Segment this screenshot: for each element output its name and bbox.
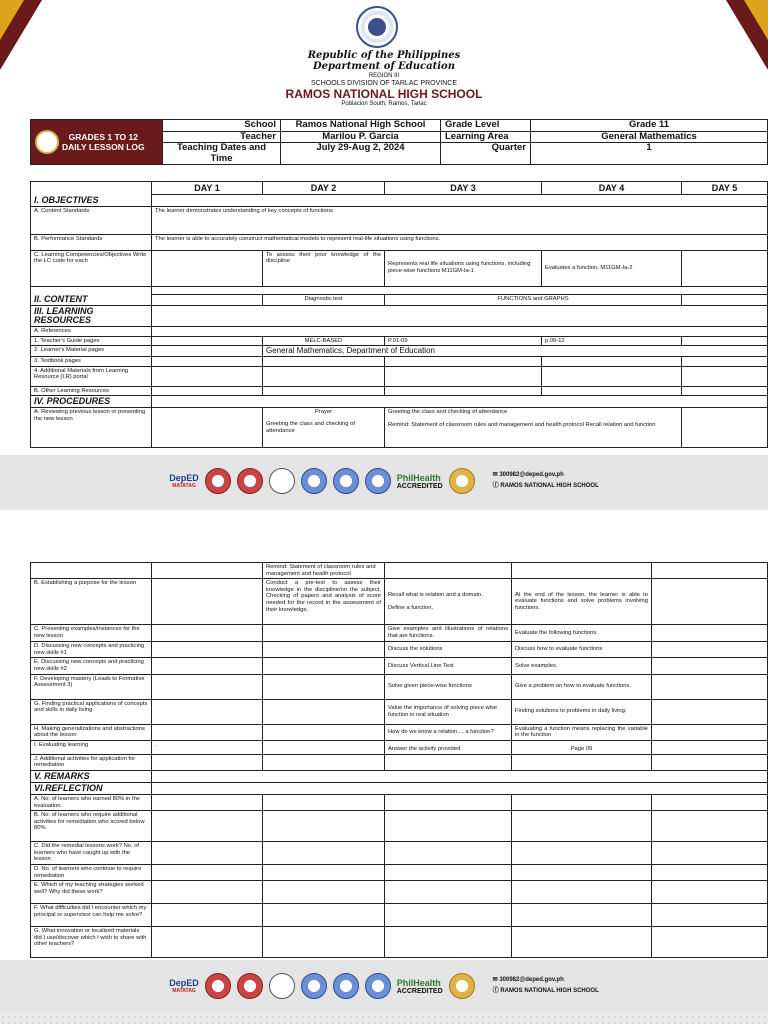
comp-day2: To assess their prior knowledge of the discipline xyxy=(263,250,385,286)
division-seal-icon xyxy=(269,468,295,494)
rc-5 xyxy=(652,842,768,865)
re-3 xyxy=(385,881,512,904)
rf-1 xyxy=(152,904,263,927)
or-day1 xyxy=(152,386,263,396)
tg-day1 xyxy=(152,336,263,346)
tb-day1 xyxy=(152,357,263,367)
presenting-label: C. Presenting examples/instances for the new lesson xyxy=(31,625,152,642)
practical-day4: Finding solutions to problems in daily living. xyxy=(512,699,652,724)
rev-day2-prayer: Prayer xyxy=(314,409,333,416)
quarter-label: Quarter xyxy=(441,143,531,165)
footer-deped-text: DepED xyxy=(169,472,199,483)
gen-day3: How do we know a relation.... a function? xyxy=(385,724,512,740)
email-icon: ✉ xyxy=(492,977,498,983)
d2-day5 xyxy=(652,658,768,674)
rg-2 xyxy=(263,927,385,958)
reflection-blank xyxy=(152,782,768,794)
footer-deped-logo xyxy=(169,474,199,489)
cont-day2: Remind: Statement of classroom rules and management and health protocol xyxy=(263,563,385,579)
tg-day5 xyxy=(682,336,768,346)
d2-day1 xyxy=(152,658,263,674)
footer-matatag-text: MATATAG xyxy=(172,482,196,489)
teacher-value: Marilou P. Garcia xyxy=(281,131,441,143)
purpose-day3 xyxy=(385,579,512,625)
footer-email[interactable]: 300982@deped.gov.ph xyxy=(499,472,564,478)
day-header-5: DAY 5 xyxy=(682,182,768,195)
day-header-4: DAY 4 xyxy=(542,182,682,195)
rb-5 xyxy=(652,811,768,842)
philhealth-accredited xyxy=(397,473,443,490)
rc-1 xyxy=(152,842,263,865)
accredited-text-2: ACCREDITED xyxy=(396,987,443,995)
division-line: SCHOOLS DIVISION OF TARLAC PROVINCE xyxy=(311,80,457,87)
d2-day2 xyxy=(263,658,385,674)
lesson-log-table xyxy=(30,181,768,448)
footer-contact xyxy=(493,470,599,492)
discussing2-day3: Discuss Vertical Line Test xyxy=(385,658,512,674)
refl-b-label: B. No. of learners who require additional activities for remediation who scored below 80% xyxy=(31,811,152,842)
badge-line-2: DAILY LESSON LOG xyxy=(62,142,145,152)
rev-day34-remind: Remind: Statement of classroom rules and management and health protocol Recall relation and function xyxy=(388,421,656,428)
cont-label xyxy=(31,563,152,579)
am-day4 xyxy=(542,366,682,386)
alt-seal-icon xyxy=(333,468,359,494)
learners-material-label: 2. Learner's Material pages xyxy=(31,346,152,357)
e-day5 xyxy=(652,740,768,754)
rg-3 xyxy=(385,927,512,958)
lm-day1 xyxy=(152,346,263,357)
corner-accent-right xyxy=(744,0,768,40)
aa-day3 xyxy=(385,754,512,770)
page-2 xyxy=(0,510,768,960)
region-line: REGION III xyxy=(368,73,400,79)
footer2-matatag-text: MATATAG xyxy=(172,987,196,994)
bagong-pilipinas-icon xyxy=(205,973,231,999)
refl-f-label: F. What difficulties did I encounter which my principal or supervisor can help me solve? xyxy=(31,904,152,927)
g-day1 xyxy=(152,724,263,740)
pres-day2 xyxy=(263,625,385,642)
objectives-blank xyxy=(152,195,768,207)
footer2-deped-logo xyxy=(169,979,199,994)
tg-day3: P.01-09 xyxy=(385,336,542,346)
purpose-day3-define: Define a function. xyxy=(388,604,434,611)
mastery-day4: Give a problem on how to evaluate functions. xyxy=(512,674,652,699)
am-day1 xyxy=(152,366,263,386)
footer2-deped-text: DepED xyxy=(169,977,199,988)
rc-3 xyxy=(385,842,512,865)
competencies-label: C. Learning Competencies/Objectives Write the LC code for each xyxy=(31,250,152,286)
footer2-email[interactable]: 300982@deped.gov.ph xyxy=(499,977,564,983)
content-day5 xyxy=(682,294,768,306)
references-label: A. References xyxy=(31,327,152,337)
am-day3 xyxy=(385,366,542,386)
p-day5 xyxy=(652,699,768,724)
teacher-label: Teacher xyxy=(163,131,281,143)
rd-4 xyxy=(512,864,652,880)
additional-materials-label: 4. Additional Materials from Learning Resource (LR) portal xyxy=(31,366,152,386)
resources-blank xyxy=(152,306,768,327)
additional-activities-label: J. Additional activities for application for remediation xyxy=(31,754,152,770)
cont-day3 xyxy=(385,563,512,579)
division-seal-icon xyxy=(269,973,295,999)
rg-4 xyxy=(512,927,652,958)
purpose-day4: At the end of the lesson, the learner is able to evaluate functions and solve problems involving functions. xyxy=(512,579,652,625)
cont-day1 xyxy=(152,563,263,579)
re-2 xyxy=(263,881,385,904)
teachers-guide-label: 1. Teacher's Guide pages xyxy=(31,336,152,346)
rev-day2-greeting: Greeting the class and checking of attendance xyxy=(266,420,355,434)
rb-4 xyxy=(512,811,652,842)
comp-day5 xyxy=(682,250,768,286)
objectives-heading: I. OBJECTIVES xyxy=(31,195,152,207)
rev-day2 xyxy=(263,408,385,448)
ra-1 xyxy=(152,794,263,810)
purpose-day5 xyxy=(652,579,768,625)
mastery-label: F. Developing mastery (Leads to Formative Assessment 3) xyxy=(31,674,152,699)
d1-day1 xyxy=(152,642,263,658)
performance-standards-text: The learner is able to accurately construct mathematical models to represent real-life situations using functions. xyxy=(152,234,768,250)
ra-2 xyxy=(263,794,385,810)
comp-day3: Represents real life situations using functions, including piece-wise functions M11GM-Ia-1 xyxy=(385,250,542,286)
p-day1 xyxy=(152,699,263,724)
day-header-2: DAY 2 xyxy=(263,182,385,195)
deped-logo-icon xyxy=(35,130,59,154)
pres-day5 xyxy=(652,625,768,642)
remarks-blank xyxy=(152,770,768,782)
content-day2: Diagnostic test xyxy=(263,294,385,306)
procedures-blank xyxy=(152,396,768,408)
rc-4 xyxy=(512,842,652,865)
tb-day3 xyxy=(385,357,542,367)
aa-day1 xyxy=(152,754,263,770)
am-day5 xyxy=(682,366,768,386)
school-value: Ramos National High School xyxy=(281,120,441,132)
refl-d-label: D. No. of learners who continue to require remediation xyxy=(31,864,152,880)
footer2-facebook[interactable]: RAMOS NATIONAL HIGH SCHOOL xyxy=(500,988,599,994)
procedures-heading: IV. PROCEDURES xyxy=(31,396,152,408)
e-day2 xyxy=(263,740,385,754)
dates-label: Teaching Dates and Time xyxy=(163,143,281,165)
rd-2 xyxy=(263,864,385,880)
tg-day4: p.09-12 xyxy=(542,336,682,346)
presenting-day4: Evaluate the following functions. xyxy=(512,625,652,642)
rb-2 xyxy=(263,811,385,842)
quarter-value: 1 xyxy=(531,143,768,165)
d1-day5 xyxy=(652,642,768,658)
learning-resources-heading: III. LEARNING RESOURCES xyxy=(31,306,152,327)
rc-2 xyxy=(263,842,385,865)
facebook-icon: ⓕ xyxy=(492,483,499,489)
rg-5 xyxy=(652,927,768,958)
m-day1 xyxy=(152,674,263,699)
purpose-day2: Conduct a pre-test to assess their knowledge in the discipline/on the subject. Checking of papers and analysis of score needed for the record in the assessment of their knowledge. xyxy=(263,579,385,625)
alt-seal-icon xyxy=(333,973,359,999)
area-label: Learning Area xyxy=(441,131,531,143)
rev-day34-greeting: Greeting the class and checking of attendance xyxy=(388,409,508,416)
rev-day1 xyxy=(152,408,263,448)
reviewing-label: A. Reviewing previous lesson or presenting the new lesson xyxy=(31,408,152,448)
school-seal-icon xyxy=(301,468,327,494)
deped-seal-icon xyxy=(356,6,398,48)
tg-day2: MELC-BASED xyxy=(263,336,385,346)
m-day5 xyxy=(652,674,768,699)
corner-accent-left xyxy=(0,0,24,40)
cont-day5 xyxy=(652,563,768,579)
refl-c-label: C. Did the remedial lessons work? No. of learners who have caught up with the lesson xyxy=(31,842,152,865)
content-heading: II. CONTENT xyxy=(31,294,152,306)
footer-band-1 xyxy=(0,455,768,507)
cont-day4 xyxy=(512,563,652,579)
reflection-heading: VI.REFLECTION xyxy=(31,782,152,794)
rd-3 xyxy=(385,864,512,880)
discussing1-day4: Discuss how to evaluate functions xyxy=(512,642,652,658)
practical-label: G. Finding practical applications of concepts and skills in daily living xyxy=(31,699,152,724)
tb-day5 xyxy=(682,357,768,367)
spacer-row xyxy=(152,286,768,294)
eval-day1: . xyxy=(152,740,263,754)
discussing1-day3: Discuss the solutions xyxy=(385,642,512,658)
purpose-day1 xyxy=(152,579,263,625)
performance-standards-label: B. Performance Standards xyxy=(31,234,152,250)
comp-day4: Evaluates a function. M11GM-Ia-2 xyxy=(542,250,682,286)
spacer-label xyxy=(31,286,152,294)
rev-day5 xyxy=(682,408,768,448)
remarks-heading: V. REMARKS xyxy=(31,770,152,782)
purpose-label: B. Establishing a purpose for the lesson xyxy=(31,579,152,625)
textbook-label: 3. Textbook pages xyxy=(31,357,152,367)
aa-day5 xyxy=(652,754,768,770)
p-day2 xyxy=(263,699,385,724)
g-day2 xyxy=(263,724,385,740)
d1-day2 xyxy=(263,642,385,658)
content-day1 xyxy=(152,294,263,306)
day-header-3: DAY 3 xyxy=(385,182,542,195)
comp-day1 xyxy=(152,250,263,286)
g-day5 xyxy=(652,724,768,740)
refl-e-label: E. Which of my teaching strategies worked well? Why did these work? xyxy=(31,881,152,904)
rb-1 xyxy=(152,811,263,842)
eval-day4: Page 09 xyxy=(512,740,652,754)
content-day34: FUNCTIONS and GRAPHS xyxy=(385,294,682,306)
rd-1 xyxy=(152,864,263,880)
footer2-contact xyxy=(493,975,599,997)
rg-1 xyxy=(152,927,263,958)
discussing2-label: E. Discussing new concepts and practicing new skills #2 xyxy=(31,658,152,674)
am-day2 xyxy=(263,366,385,386)
rf-3 xyxy=(385,904,512,927)
school-address: Poblacion South, Ramos, Tarlac xyxy=(341,101,427,107)
page-1 xyxy=(0,0,768,455)
region-seal-icon xyxy=(237,468,263,494)
content-standards-label: A. Content Standards xyxy=(31,206,152,234)
tb-day4 xyxy=(542,357,682,367)
facebook-icon: ⓕ xyxy=(492,988,499,994)
grade-value: Grade 11 xyxy=(531,120,768,132)
re-4 xyxy=(512,881,652,904)
purpose-day3-recall: Recall what is relation and a domain. xyxy=(388,592,483,599)
corner-cell xyxy=(31,182,152,195)
tb-day2 xyxy=(263,357,385,367)
or-day4 xyxy=(542,386,682,396)
grade-label: Grade Level xyxy=(441,120,531,132)
pres-day1 xyxy=(152,625,263,642)
area-value: General Mathematics xyxy=(531,131,768,143)
region-seal-icon xyxy=(237,973,263,999)
ra-5 xyxy=(652,794,768,810)
content-standards-text: The learner demonstrates understanding of key concepts of functions xyxy=(152,206,768,234)
prime-award-icon xyxy=(449,468,475,494)
ra-3 xyxy=(385,794,512,810)
iso-seal-icon xyxy=(365,973,391,999)
accredited-text: ACCREDITED xyxy=(396,482,443,490)
republic-line: Republic of the Philippines xyxy=(307,50,461,61)
discussing1-label: D. Discussing new concepts and practicing new skills #1 xyxy=(31,642,152,658)
dll-badge xyxy=(31,120,163,165)
refl-g-label: G. What innovation or localized materials did I use/discover which I wish to share with other teachers? xyxy=(31,927,152,958)
footer-facebook[interactable]: RAMOS NATIONAL HIGH SCHOOL xyxy=(500,483,599,489)
aa-day2 xyxy=(263,754,385,770)
rb-3 xyxy=(385,811,512,842)
references-blank xyxy=(152,327,768,337)
or-day3 xyxy=(385,386,542,396)
rf-5 xyxy=(652,904,768,927)
learners-material-value: General Mathematics, Department of Education xyxy=(263,346,768,357)
info-table xyxy=(30,119,768,165)
rf-2 xyxy=(263,904,385,927)
re-1 xyxy=(152,881,263,904)
refl-a-label: A. No. of learners who earned 80% in the evaluation. xyxy=(31,794,152,810)
or-day2 xyxy=(263,386,385,396)
practical-day3: Value the importance of solving piece wise function in real situation xyxy=(385,699,512,724)
eval-day3: Answer the activity provided xyxy=(385,740,512,754)
evaluating-label: I. Evaluating learning xyxy=(31,740,152,754)
m-day2 xyxy=(263,674,385,699)
dates-value: July 29-Aug 2, 2024 xyxy=(281,143,441,165)
other-resources-label: B. Other Learning Resources xyxy=(31,386,152,396)
philhealth-accredited-2 xyxy=(397,978,443,995)
school-seal-icon xyxy=(301,973,327,999)
discussing2-day4: Solve examples. xyxy=(512,658,652,674)
lesson-log-table-continued xyxy=(30,562,768,958)
philhealth-text: PhilHealth xyxy=(396,472,441,483)
prime-award-icon xyxy=(449,973,475,999)
school-name: RAMOS NATIONAL HIGH SCHOOL xyxy=(285,87,483,101)
aa-day4 xyxy=(512,754,652,770)
badge-line-1: GRADES 1 TO 12 xyxy=(68,132,138,142)
gen-day4: Evaluating a function means replacing the variable in the function xyxy=(512,724,652,740)
iso-seal-icon xyxy=(365,468,391,494)
presenting-day3: Give examples and illustrations of relations that are functions. xyxy=(385,625,512,642)
footer-band-2 xyxy=(0,960,768,1012)
department-line: Department of Education xyxy=(313,61,455,72)
rev-day34 xyxy=(385,408,682,448)
bagong-pilipinas-icon xyxy=(205,468,231,494)
day-header-1: DAY 1 xyxy=(152,182,263,195)
re-5 xyxy=(652,881,768,904)
school-label: School xyxy=(163,120,281,132)
ra-4 xyxy=(512,794,652,810)
mastery-day3: Solve given piece-wise functions xyxy=(385,674,512,699)
rf-4 xyxy=(512,904,652,927)
email-icon: ✉ xyxy=(492,472,498,478)
generalizations-label: H. Making generalizations and abstractions about the lesson xyxy=(31,724,152,740)
or-day5 xyxy=(682,386,768,396)
philhealth-text-2: PhilHealth xyxy=(396,977,441,988)
rd-5 xyxy=(652,864,768,880)
